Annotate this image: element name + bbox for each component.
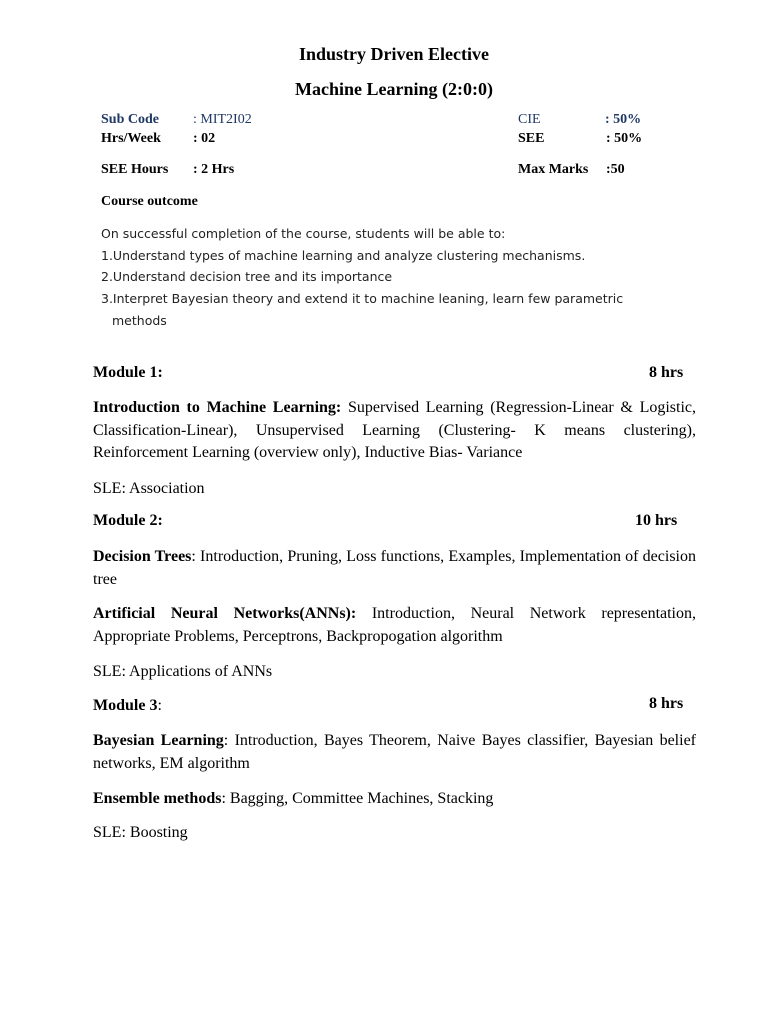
module-2-hours: 10 hrs xyxy=(635,512,678,529)
module-2-sle: SLE: Applications of ANNs xyxy=(93,663,273,680)
course-outcome-heading: Course outcome xyxy=(101,194,198,209)
ann-text: Introduction, Neural Network representation, Appropriate Problems, Perceptrons, Backpropogation algorithm xyxy=(93,605,697,645)
max-marks-label: Max Marks xyxy=(518,162,589,177)
max-marks-value: :50 xyxy=(606,162,625,177)
module-3-hours: 8 hrs xyxy=(649,695,684,712)
see-label: SEE xyxy=(518,131,545,146)
course-title: Machine Learning (2:0:0) xyxy=(295,79,493,99)
see-hours-label: SEE Hours xyxy=(101,162,169,177)
hrs-week-label: Hrs/Week xyxy=(101,131,161,146)
module-1-hours: 8 hrs xyxy=(649,364,684,381)
module-2-paragraph-1 xyxy=(93,546,696,591)
hrs-week-value: : 02 xyxy=(193,131,216,146)
document-title: Industry Driven Elective xyxy=(299,44,489,64)
decision-trees-title: Decision Trees xyxy=(93,548,192,565)
outcome-item-2: 2.Understand decision tree and its importance xyxy=(101,269,393,284)
see-value: : 50% xyxy=(606,131,643,146)
module-1-paragraph xyxy=(93,397,696,465)
ann-title: Artificial Neural Networks(ANNs): xyxy=(93,605,357,622)
module-3-heading-line xyxy=(93,695,162,717)
outcome-intro: On successful completion of the course, students will be able to: xyxy=(101,226,506,241)
sub-code-label: Sub Code xyxy=(101,112,159,127)
cie-value: : 50% xyxy=(605,112,642,127)
outcome-item-1: 1.Understand types of machine learning and analyze clustering mechanisms. xyxy=(101,248,586,263)
module-3-heading: Module 3 xyxy=(93,697,158,714)
module-3-paragraph-1 xyxy=(93,730,696,775)
decision-trees-text: : Introduction, Pruning, Loss functions, Examples, Implementation of decision tree xyxy=(93,548,696,588)
sub-code-value: : MIT2I02 xyxy=(193,112,252,127)
see-hours-value: : 2 Hrs xyxy=(193,162,235,177)
outcome-item-3: 3.Interpret Bayesian theory and extend it to machine leaning, learn few parametric xyxy=(101,291,624,306)
bayesian-learning-title: Bayesian Learning xyxy=(93,732,224,749)
module-1-heading: Module 1: xyxy=(93,364,163,381)
bayesian-learning-text: : Introduction, Bayes Theorem, Naive Bayes classifier, Bayesian belief networks, EM algorithm xyxy=(93,732,696,772)
ensemble-methods-title: Ensemble methods xyxy=(93,790,222,807)
module-3-heading-colon: : xyxy=(157,697,162,714)
ensemble-methods-text: : Bagging, Committee Machines, Stacking xyxy=(221,790,494,807)
module-3-sle: SLE: Boosting xyxy=(93,824,188,841)
module-2-heading: Module 2: xyxy=(93,512,163,529)
cie-label: CIE xyxy=(518,112,541,127)
outcome-item-3-continued: methods xyxy=(112,313,167,328)
module-1-sle: SLE: Association xyxy=(93,480,205,497)
module-3-paragraph-2 xyxy=(93,788,493,810)
module-2-paragraph-2 xyxy=(93,603,696,648)
module-1-topic-text: Supervised Learning (Regression-Linear & Logistic, Classification-Linear), Unsupervised Learning (Clustering- K means clustering), Reinforcement Learning (overview only), Inductive Bias- Variance xyxy=(93,399,697,461)
module-1-topic-title: Introduction to Machine Learning: xyxy=(93,399,342,416)
